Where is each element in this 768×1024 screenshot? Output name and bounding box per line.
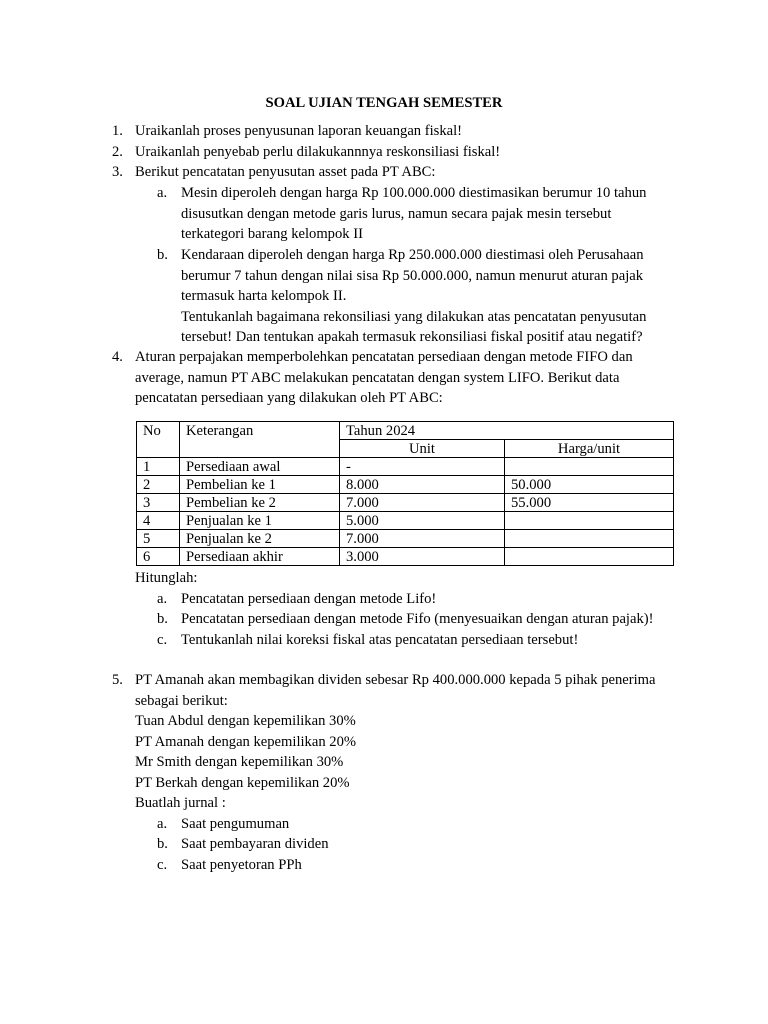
hitunglah-text: Hitunglah: [135,570,198,586]
sub-item-label: b. [157,611,168,627]
question-number: 4. [112,349,123,365]
header-keterangan: Keterangan [180,422,340,458]
sub-item-text: Tentukanlah nilai koreksi fiskal atas pencatatan persediaan tersebut! [181,632,579,648]
text-line: berumur 7 tahun dengan nilai sisa Rp 50.000.000, namun menurut aturan pajak [181,267,644,284]
text-line: PT Berkah dengan kepemilikan 20% [135,774,350,791]
text-line: tersebut! Dan tentukan apakah termasuk rekonsiliasi fiskal positif atau negatif? [181,329,643,345]
cell-no: 4 [137,512,180,530]
table-row [137,530,674,548]
table-row [137,476,674,494]
cell-keterangan: Pembelian ke 2 [180,494,340,512]
cell-harga [505,548,674,566]
question-number: 5. [112,672,123,688]
cell-harga: 55.000 [505,494,674,512]
question-number: 3. [112,164,123,180]
question-text [135,670,695,814]
sub-item-label: c. [157,632,168,648]
table-row [137,494,674,512]
cell-harga [505,512,674,530]
cell-keterangan: Penjualan ke 2 [180,530,340,548]
cell-unit: 5.000 [340,512,505,530]
sub-item-text: Pencatatan persediaan dengan metode Lifo! [181,591,437,607]
text-line: Aturan perpajakan memperbolehkan pencatatan persediaan dengan metode FIFO dan [135,349,633,365]
text-line: termasuk harta kelompok II. [181,288,347,304]
sub-item-text: Saat penyetoran PPh [181,857,302,873]
table-row [137,458,674,476]
sub-item-label: b. [157,247,168,263]
cell-unit: 7.000 [340,494,505,512]
text-line: disusutkan dengan metode garis lurus, namun secara pajak mesin tersebut [181,205,612,222]
text-line: average, namun PT ABC melakukan pencatatan dengan system LIFO. Berikut data [135,369,620,386]
page-title: SOAL UJIAN TENGAH SEMESTER [265,95,503,111]
cell-unit: 7.000 [340,530,505,548]
text-line: pencatatan persediaan yang dilakukan oleh PT ABC: [135,390,443,406]
question-text: Uraikanlah proses penyusunan laporan keuangan fiskal! [135,123,463,139]
sub-item-label: b. [157,836,168,852]
cell-unit: 3.000 [340,548,505,566]
sub-item-text: Saat pengumuman [181,816,290,832]
text-line: Mr Smith dengan kepemilikan 30% [135,754,344,770]
cell-no: 6 [137,548,180,566]
sub-item-text: Saat pembayaran dividen [181,836,329,852]
inventory-table [136,421,674,566]
question-text: Berikut pencatatan penyusutan asset pada PT ABC: [135,164,436,180]
sub-item-label: a. [157,185,168,201]
text-line: Buatlah jurnal : [135,795,226,811]
text-line: Mesin diperoleh dengan harga Rp 100.000.000 diestimasikan berumur 10 tahun [181,185,647,201]
sub-item-text: Pencatatan persediaan dengan metode Fifo (menyesuaikan dengan aturan pajak)! [181,611,654,627]
question-number: 1. [112,123,123,139]
header-tahun: Tahun 2024 [340,422,674,440]
cell-no: 5 [137,530,180,548]
question-number: 2. [112,144,123,160]
text-line: terkategori barang kelompok II [181,226,363,242]
text-line: sebagai berikut: [135,692,228,709]
cell-keterangan: Penjualan ke 1 [180,512,340,530]
cell-no: 1 [137,458,180,476]
table-row [137,548,674,566]
sub-item-text [181,183,701,245]
cell-harga [505,458,674,476]
header-harga: Harga/unit [505,440,674,458]
cell-keterangan: Persediaan akhir [180,548,340,566]
cell-keterangan: Pembelian ke 1 [180,476,340,494]
table-row [137,512,674,530]
cell-keterangan: Persediaan awal [180,458,340,476]
cell-no: 2 [137,476,180,494]
table-header-row [137,422,674,440]
sub-item-label: c. [157,857,168,873]
header-no: No [137,422,180,458]
text-line: PT Amanah akan membagikan dividen sebesar Rp 400.000.000 kepada 5 pihak penerima [135,672,656,688]
question-text [135,347,695,409]
cell-unit: 8.000 [340,476,505,494]
sub-item-text [181,245,701,348]
cell-no: 3 [137,494,180,512]
sub-item-label: a. [157,816,168,832]
text-line: Tuan Abdul dengan kepemilikan 30% [135,713,356,729]
question-text: Uraikanlah penyebab perlu dilakukannnya reskonsiliasi fiskal! [135,144,501,160]
cell-harga: 50.000 [505,476,674,494]
cell-unit: - [340,458,505,476]
text-line: PT Amanah dengan kepemilikan 20% [135,733,357,750]
text-line: Tentukanlah bagaimana rekonsiliasi yang dilakukan atas pencatatan penyusutan [181,308,647,325]
header-unit: Unit [340,440,505,458]
text-line: Kendaraan diperoleh dengan harga Rp 250.000.000 diestimasi oleh Perusahaan [181,247,644,263]
cell-harga [505,530,674,548]
sub-item-label: a. [157,591,168,607]
